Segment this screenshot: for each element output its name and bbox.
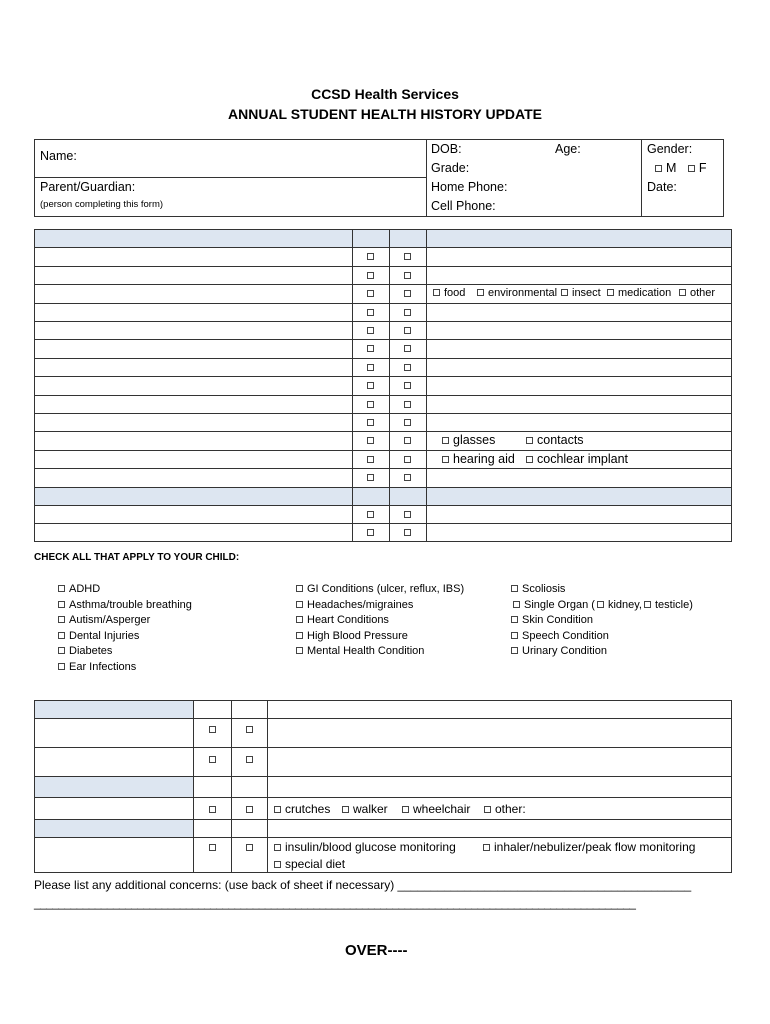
checkbox[interactable]: [342, 806, 349, 813]
condition-item[interactable]: [58, 661, 136, 673]
parent-field[interactable]: Parent/Guardian:: [40, 180, 136, 194]
gender-m-checkbox[interactable]: [655, 165, 662, 172]
cell-phone-field[interactable]: Cell Phone:: [431, 199, 496, 213]
given-yes-checkbox[interactable]: [209, 726, 216, 733]
condition-label: Ear Infections: [69, 661, 137, 673]
condition-label: Skin Condition: [522, 614, 593, 627]
table-rule: [231, 700, 232, 873]
condition-item[interactable]: [296, 630, 408, 642]
treatment-option-inhaler-nebulizer-peak-flow-monitoring[interactable]: [483, 840, 695, 854]
checkbox[interactable]: [513, 601, 520, 608]
option-label: food: [444, 287, 466, 300]
condition-item[interactable]: [511, 583, 565, 595]
checkbox[interactable]: [526, 456, 533, 463]
hearing-option-cochlear-implant[interactable]: [526, 452, 628, 466]
checkbox[interactable]: [58, 601, 65, 608]
table-rule: [34, 321, 732, 322]
checkbox[interactable]: [274, 844, 281, 851]
condition-label: Speech Condition: [522, 629, 609, 642]
no-checkbox[interactable]: [404, 401, 411, 408]
parent-note: (person completing this form): [40, 199, 164, 210]
allergy-option-other[interactable]: [679, 287, 715, 299]
no-checkbox[interactable]: [404, 382, 411, 389]
family-yes-checkbox[interactable]: [367, 511, 374, 518]
table-rule: [34, 797, 732, 798]
allergy-option-medication[interactable]: [607, 287, 671, 299]
condition-item[interactable]: [58, 645, 112, 657]
checkbox[interactable]: [511, 632, 518, 639]
option-label: contacts: [537, 433, 584, 448]
condition-item[interactable]: [296, 599, 413, 611]
vision-option-glasses[interactable]: [442, 433, 495, 447]
table-rule: [34, 284, 732, 285]
over-label: OVER----: [345, 942, 408, 959]
equipment-option-walker[interactable]: [342, 802, 388, 816]
check-all-title: CHECK ALL THAT APPLY TO YOUR CHILD:: [34, 552, 240, 563]
condition-label: Scoliosis: [522, 583, 566, 595]
checkbox[interactable]: [442, 437, 449, 444]
yes-checkbox[interactable]: [367, 419, 374, 426]
condition-item[interactable]: [511, 614, 593, 626]
condition-item[interactable]: [58, 630, 139, 642]
kidney-checkbox[interactable]: [597, 601, 604, 608]
yes-checkbox[interactable]: [367, 253, 374, 260]
date-field[interactable]: Date:: [647, 180, 677, 194]
option-label: cochlear implant: [537, 451, 629, 466]
condition-label: Headaches/migraines: [307, 598, 414, 611]
condition-label: Heart Conditions: [307, 614, 389, 627]
organization-title: CCSD Health Services: [311, 86, 459, 102]
option-label: inhaler/nebulizer/peak flow monitoring: [494, 840, 696, 854]
checkbox[interactable]: [402, 806, 409, 813]
kidney-label: kidney,: [607, 598, 642, 611]
option-label: insect: [572, 287, 601, 300]
no-checkbox[interactable]: [404, 345, 411, 352]
equipment-option-other[interactable]: [484, 802, 526, 816]
testicle-checkbox[interactable]: [644, 601, 651, 608]
table-rule: [34, 487, 732, 488]
condition-label: Asthma/trouble breathing: [69, 598, 192, 611]
condition-label: High Blood Pressure: [307, 629, 408, 642]
equipment-option-wheelchair[interactable]: [402, 802, 470, 816]
gender-options[interactable]: [655, 161, 707, 175]
dob-field[interactable]: DOB:: [431, 142, 462, 156]
table-rule: [34, 523, 732, 524]
condition-item[interactable]: [58, 599, 192, 611]
equip-no-checkbox[interactable]: [246, 806, 253, 813]
family-no-checkbox[interactable]: [404, 511, 411, 518]
option-label: crutches: [285, 802, 331, 816]
no-checkbox[interactable]: [404, 309, 411, 316]
checkbox[interactable]: [58, 632, 65, 639]
checkbox[interactable]: [58, 663, 65, 670]
treat-no-checkbox[interactable]: [246, 844, 253, 851]
condition-item[interactable]: [511, 630, 609, 642]
table-rule: [267, 700, 268, 873]
table-rule: [34, 718, 732, 719]
condition-label: Mental Health Condition: [307, 645, 425, 658]
option-label: special diet: [285, 857, 346, 871]
checkbox[interactable]: [274, 861, 281, 868]
checkbox[interactable]: [526, 437, 533, 444]
checkbox[interactable]: [561, 289, 568, 296]
table-rule: [352, 229, 353, 542]
checkbox[interactable]: [296, 585, 303, 592]
table-rule: [34, 431, 732, 432]
no-checkbox[interactable]: [404, 253, 411, 260]
condition-item[interactable]: [58, 614, 150, 626]
yes-checkbox[interactable]: [367, 401, 374, 408]
yes-checkbox[interactable]: [367, 345, 374, 352]
no-checkbox[interactable]: [404, 419, 411, 426]
equip-yes-checkbox[interactable]: [209, 806, 216, 813]
yes-checkbox[interactable]: [367, 309, 374, 316]
condition-label: Diabetes: [69, 645, 113, 658]
additional-concerns[interactable]: Please list any additional concerns: (use back of sheet if necessary) ____________________________________________: [34, 878, 692, 892]
treat-yes-checkbox[interactable]: [209, 844, 216, 851]
checkbox[interactable]: [58, 647, 65, 654]
additional-concerns-line[interactable]: ___________________________________________________________________________________________________: [34, 896, 636, 910]
yes-checkbox[interactable]: [367, 437, 374, 444]
checkbox[interactable]: [296, 632, 303, 639]
option-label: walker: [353, 802, 388, 816]
checkbox[interactable]: [484, 806, 491, 813]
name-field[interactable]: Name:: [40, 149, 77, 163]
family-yes-checkbox[interactable]: [367, 529, 374, 536]
yes-checkbox[interactable]: [367, 382, 374, 389]
condition-item[interactable]: [58, 583, 100, 595]
gender-f-checkbox[interactable]: [688, 165, 695, 172]
checkbox[interactable]: [477, 289, 484, 296]
condition-label: ADHD: [69, 583, 101, 595]
table-rule: [34, 747, 732, 748]
table-rule: [34, 339, 732, 340]
condition-item-single-organ[interactable]: [511, 599, 693, 611]
checkbox[interactable]: [274, 806, 281, 813]
no-checkbox[interactable]: [404, 437, 411, 444]
grade-field[interactable]: Grade:: [431, 161, 470, 175]
condition-label: Urinary Condition: [522, 645, 607, 658]
condition-label: Autism/Asperger: [69, 614, 151, 627]
checkbox[interactable]: [511, 585, 518, 592]
option-label: medication: [618, 287, 672, 300]
age-field[interactable]: Age:: [555, 142, 581, 156]
table-rule: [34, 776, 732, 777]
checkbox[interactable]: [511, 647, 518, 654]
checkbox[interactable]: [607, 289, 614, 296]
table-rule: [34, 450, 732, 451]
allergy-option-food[interactable]: [433, 287, 465, 299]
yes-checkbox[interactable]: [367, 474, 374, 481]
table-rule: [389, 229, 390, 542]
table-rule: [34, 819, 732, 820]
no-checkbox[interactable]: [404, 290, 411, 297]
gender-label: Gender:: [647, 142, 693, 156]
checkbox[interactable]: [296, 616, 303, 623]
condition-item[interactable]: [511, 645, 607, 657]
table-rule: [34, 837, 732, 838]
history-table-border: [34, 229, 732, 542]
gender-m-label: M: [666, 161, 677, 175]
testicle-label: testicle): [654, 598, 693, 611]
option-label: environmental: [488, 287, 558, 300]
checkbox[interactable]: [433, 289, 440, 296]
checkbox[interactable]: [511, 616, 518, 623]
condition-item[interactable]: [296, 583, 464, 595]
option-label: hearing aid: [453, 451, 515, 466]
table-rule: [34, 395, 732, 396]
yes-checkbox[interactable]: [367, 456, 374, 463]
table-rule: [34, 413, 732, 414]
condition-label: Single Organ (: [524, 598, 595, 611]
table-rule: [34, 303, 732, 304]
form-title: ANNUAL STUDENT HEALTH HISTORY UPDATE: [228, 106, 542, 122]
table-rule: [34, 468, 732, 469]
no-checkbox[interactable]: [404, 272, 411, 279]
yes-checkbox[interactable]: [367, 364, 374, 371]
checkbox[interactable]: [58, 616, 65, 623]
no-checkbox[interactable]: [404, 327, 411, 334]
family-no-checkbox[interactable]: [404, 529, 411, 536]
condition-item[interactable]: [296, 614, 389, 626]
option-label: insulin/blood glucose monitoring: [285, 840, 456, 854]
table-rule: [34, 376, 732, 377]
allergy-option-environmental[interactable]: [477, 287, 557, 299]
checkbox[interactable]: [442, 456, 449, 463]
yes-checkbox[interactable]: [367, 290, 374, 297]
checkbox[interactable]: [679, 289, 686, 296]
table-rule: [34, 358, 732, 359]
checkbox[interactable]: [58, 585, 65, 592]
condition-label: GI Conditions (ulcer, reflux, IBS): [307, 583, 465, 595]
checkbox[interactable]: [296, 647, 303, 654]
allergy-option-insect[interactable]: [561, 287, 601, 299]
vision-option-contacts[interactable]: [526, 433, 584, 447]
taken-no-checkbox[interactable]: [246, 756, 253, 763]
treatment-option-special-diet[interactable]: [274, 857, 345, 871]
table-rule: [193, 700, 194, 873]
no-checkbox[interactable]: [404, 364, 411, 371]
hearing-option-hearing-aid[interactable]: [442, 452, 515, 466]
equipment-option-crutches[interactable]: [274, 802, 330, 816]
option-label: glasses: [453, 433, 496, 448]
checkbox[interactable]: [296, 601, 303, 608]
option-label: other: [690, 287, 716, 300]
table-rule: [426, 229, 427, 542]
condition-item[interactable]: [296, 645, 424, 657]
condition-label: Dental Injuries: [69, 629, 140, 642]
table-rule: [34, 505, 732, 506]
no-checkbox[interactable]: [404, 474, 411, 481]
yes-checkbox[interactable]: [367, 272, 374, 279]
option-label: other:: [495, 802, 526, 816]
taken-yes-checkbox[interactable]: [209, 756, 216, 763]
treatment-option-insulin-blood-glucose-monitoring[interactable]: [274, 840, 456, 854]
no-checkbox[interactable]: [404, 456, 411, 463]
yes-checkbox[interactable]: [367, 327, 374, 334]
option-label: wheelchair: [413, 802, 471, 816]
home-phone-field[interactable]: Home Phone:: [431, 180, 508, 194]
table-rule: [34, 247, 732, 248]
table-rule: [34, 266, 732, 267]
gender-f-label: F: [698, 161, 707, 175]
given-no-checkbox[interactable]: [246, 726, 253, 733]
checkbox[interactable]: [483, 844, 490, 851]
